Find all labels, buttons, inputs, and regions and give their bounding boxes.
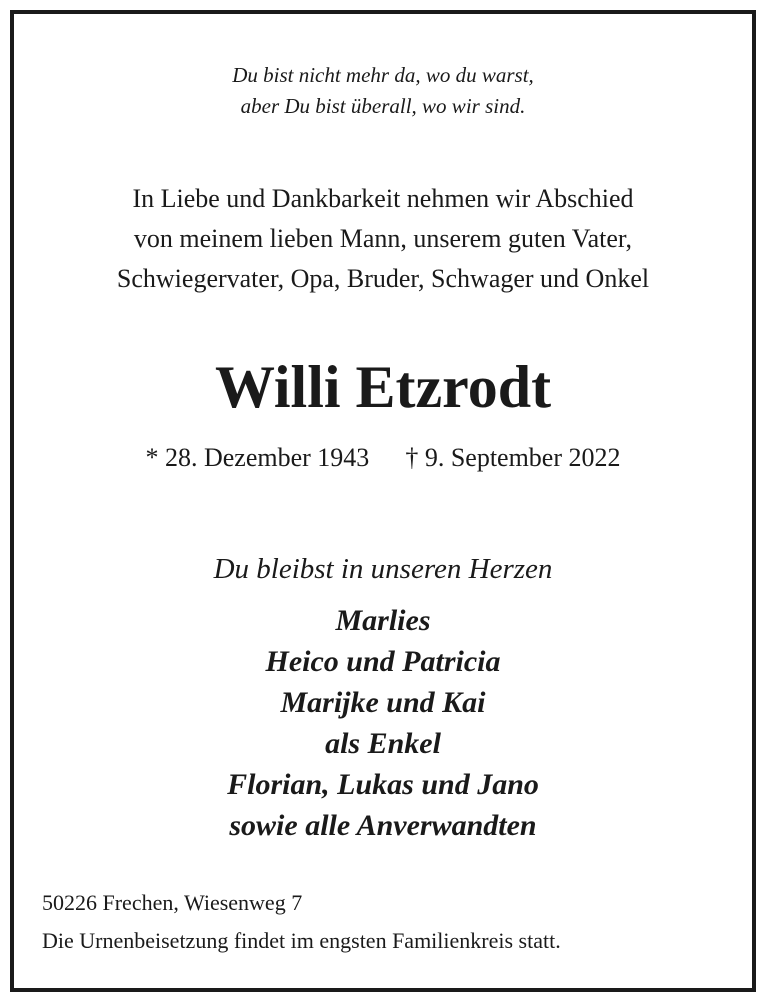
quote-line-2: aber Du bist überall, wo wir sind. xyxy=(240,94,526,118)
motto: Du bleibst in unseren Herzen xyxy=(213,553,553,585)
farewell-line-2: von meinem lieben Mann, unserem guten Vater, xyxy=(133,224,633,253)
mourner-line: Heico und Patricia xyxy=(265,645,501,678)
farewell-line-1: In Liebe und Dankbarkeit nehmen wir Abschied xyxy=(132,184,634,213)
mourner-line: Florian, Lukas und Jano xyxy=(227,768,539,801)
obituary-border xyxy=(10,10,756,992)
obituary-content xyxy=(14,14,752,988)
mourner-line: sowie alle Anverwandten xyxy=(229,809,537,842)
deceased-name: Willi Etzrodt xyxy=(214,354,552,420)
birth-date: * 28. Dezember 1943 xyxy=(145,443,370,472)
quote-line-1: Du bist nicht mehr da, wo du warst, xyxy=(232,63,534,87)
mourner-line: Marlies xyxy=(335,604,431,637)
farewell-text xyxy=(14,179,752,299)
mourners-list xyxy=(14,600,752,846)
family-address: 50226 Frechen, Wiesenweg 7 xyxy=(42,890,303,915)
mourner-line: als Enkel xyxy=(325,727,441,760)
opening-quote xyxy=(14,60,752,122)
mourner-line: Marijke und Kai xyxy=(280,686,486,719)
farewell-line-3: Schwiegervater, Opa, Bruder, Schwager und Onkel xyxy=(116,264,650,293)
burial-note: Die Urnenbeisetzung findet im engsten Familienkreis statt. xyxy=(42,928,561,953)
life-dates xyxy=(14,441,752,475)
death-date: † 9. September 2022 xyxy=(405,443,621,472)
